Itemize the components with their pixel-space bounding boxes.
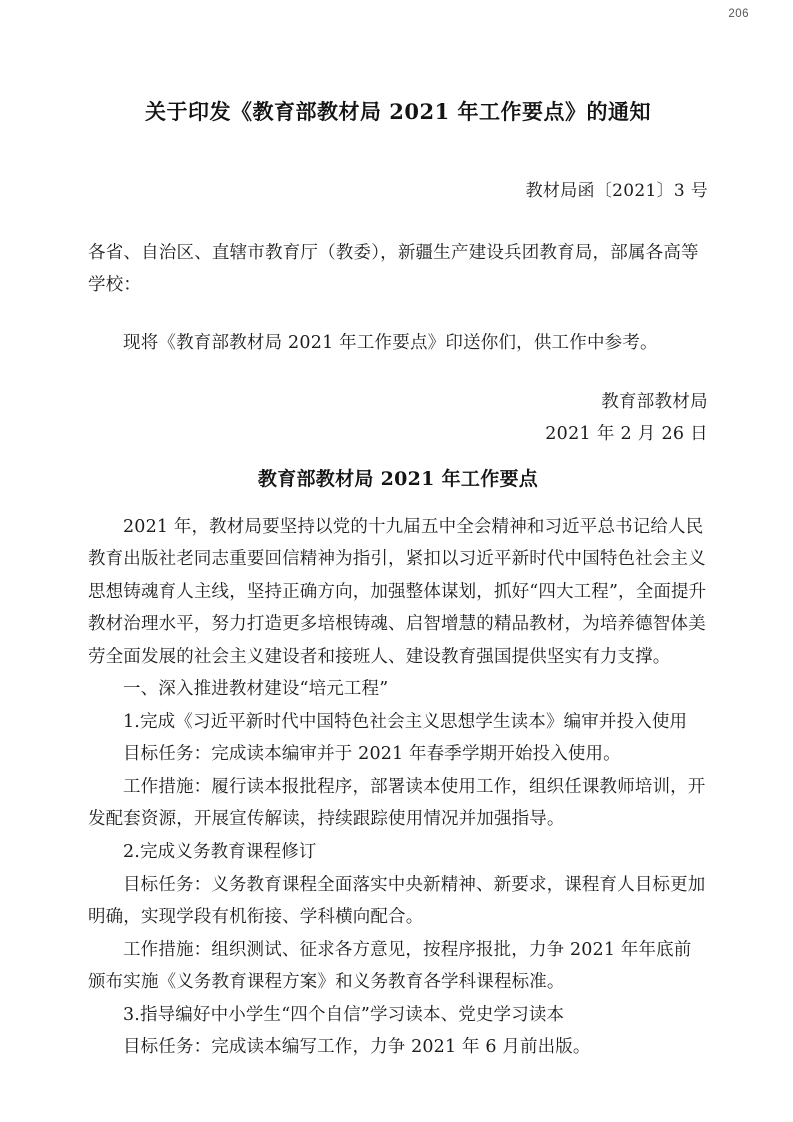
- body-paragraph-item-1: 1.完成《习近平新时代中国特色社会主义思想学生读本》编审并投入使用: [123, 711, 688, 732]
- body-paragraph-measure-2: 工作措施：组织测试、征求各方意见，按程序报批，力争 2021 年年底前颁布实施《义务教育课程方案》和义务教育各学科课程标准。: [88, 939, 692, 993]
- transmittal-paragraph: 现将《教育部教材局 2021 年工作要点》印送你们，供工作中参考。: [123, 333, 658, 354]
- body-paragraph-goal-2: 目标任务：义务教育课程全面落实中央新精神、新要求，课程育人目标更加明确，实现学段有机衔接、学科横向配合。: [88, 874, 706, 928]
- body-paragraph-intro: 2021 年，教材局要坚持以党的十九届五中全会精神和习近平总书记给人民教育出版社老同志重要回信精神为指引，紧扣以习近平新时代中国特色社会主义思想铸魂育人主线，坚持正确方向，加强整体谋划，抓好“四大工程”，全面提升教材治理水平，努力打造更多培根铸魂、启智增慧的精品教材，为培养德智体美劳全面发展的社会主义建设者和接班人、建设教育强国提供坚实有力支撑。: [88, 516, 707, 667]
- body-paragraph-goal-3: 目标任务：完成读本编写工作，力争 2021 年 6 月前出版。: [123, 1037, 591, 1058]
- signature-date: 2021 年 2 月 26 日: [545, 424, 708, 444]
- signature-organization: 教育部教材局: [601, 391, 708, 412]
- document-number: 教材局函〔2021〕3 号: [525, 180, 708, 201]
- body-paragraph-heading-1: 一、深入推进教材建设“培元工程”: [123, 679, 389, 700]
- body-paragraph-item-2: 2.完成义务教育课程修订: [123, 842, 317, 862]
- signature-block: [88, 386, 708, 451]
- page-number: 206: [728, 8, 749, 20]
- addressee-line: 各省、自治区、直辖市教育厅（教委），新疆生产建设兵团教育局，部属各高等学校：: [88, 242, 699, 295]
- body-paragraph-goal-1: 目标任务：完成读本编审并于 2021 年春季学期开始投入使用。: [123, 744, 621, 765]
- body-paragraph-item-3: 3.指导编好中小学生“四个自信”学习读本、党史学习读本: [123, 1004, 565, 1025]
- body-paragraph-measure-1: 工作措施：履行读本报批程序，部署读本使用工作，组织任课教师培训，开发配套资源，开展宣传解读，持续跟踪使用情况并加强指导。: [88, 776, 706, 830]
- document-title: 关于印发《教育部教材局 2021 年工作要点》的通知: [144, 99, 652, 124]
- document-content: [88, 78, 708, 1064]
- section-title: 教育部教材局 2021 年工作要点: [257, 468, 539, 491]
